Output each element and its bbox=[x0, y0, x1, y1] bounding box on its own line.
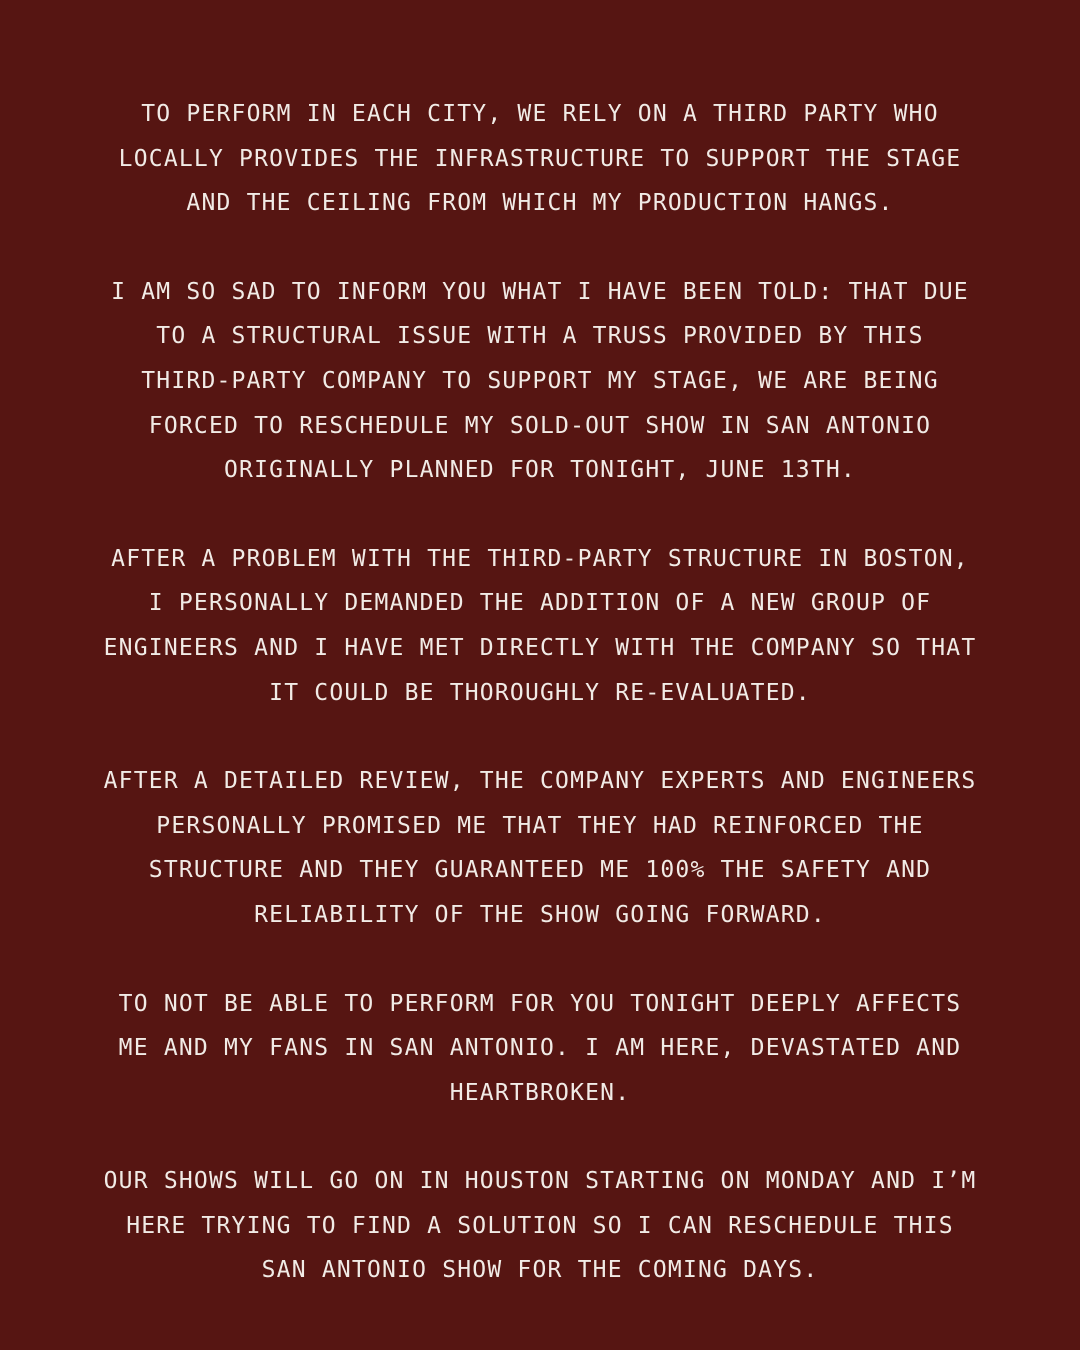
text-line: AFTER A PROBLEM WITH THE THIRD-PARTY STRUCTURE IN BOSTON, bbox=[111, 545, 969, 572]
text-line: HERE TRYING TO FIND A SOLUTION SO I CAN RESCHEDULE THIS bbox=[126, 1212, 954, 1239]
paragraph-third-party bbox=[0, 92, 1080, 226]
paragraph-reschedule-notice bbox=[0, 270, 1080, 493]
text-line: LOCALLY PROVIDES THE INFRASTRUCTURE TO SUPPORT THE STAGE bbox=[118, 145, 962, 172]
paragraph-heartbroken bbox=[0, 982, 1080, 1116]
text-line: OUR SHOWS WILL GO ON IN HOUSTON STARTING ON MONDAY AND I’M bbox=[103, 1168, 977, 1195]
text-line: HEARTBROKEN. bbox=[449, 1079, 631, 1106]
text-line: ORIGINALLY PLANNED FOR TONIGHT, JUNE 13TH. bbox=[224, 457, 856, 484]
text-line: I PERSONALLY DEMANDED THE ADDITION OF A NEW GROUP OF bbox=[148, 590, 932, 617]
text-line: IT COULD BE THOROUGHLY RE-EVALUATED. bbox=[269, 679, 811, 706]
text-line: TO A STRUCTURAL ISSUE WITH A TRUSS PROVIDED BY THIS bbox=[156, 323, 924, 350]
text-line: TO NOT BE ABLE TO PERFORM FOR YOU TONIGHT DEEPLY AFFECTS bbox=[118, 990, 962, 1017]
text-line: I AM SO SAD TO INFORM YOU WHAT I HAVE BEEN TOLD: THAT DUE bbox=[111, 278, 969, 305]
text-line: AFTER A DETAILED REVIEW, THE COMPANY EXPERTS AND ENGINEERS bbox=[103, 768, 977, 795]
text-line: THIRD-PARTY COMPANY TO SUPPORT MY STAGE, WE ARE BEING bbox=[141, 367, 939, 394]
text-line: SAN ANTONIO SHOW FOR THE COMING DAYS. bbox=[261, 1257, 819, 1284]
text-line: RELIABILITY OF THE SHOW GOING FORWARD. bbox=[254, 901, 826, 928]
paragraph-review bbox=[0, 759, 1080, 937]
text-line: ENGINEERS AND I HAVE MET DIRECTLY WITH THE COMPANY SO THAT bbox=[103, 634, 977, 661]
paragraph-boston-problem bbox=[0, 537, 1080, 715]
text-line: FORCED TO RESCHEDULE MY SOLD-OUT SHOW IN SAN ANTONIO bbox=[148, 412, 932, 439]
text-line: AND THE CEILING FROM WHICH MY PRODUCTION HANGS. bbox=[186, 190, 894, 217]
text-line: PERSONALLY PROMISED ME THAT THEY HAD REINFORCED THE bbox=[156, 812, 924, 839]
statement-text bbox=[0, 92, 1080, 1337]
text-line: TO PERFORM IN EACH CITY, WE RELY ON A THIRD PARTY WHO bbox=[141, 101, 939, 127]
text-line: ME AND MY FANS IN SAN ANTONIO. I AM HERE, DEVASTATED AND bbox=[118, 1035, 962, 1062]
paragraph-houston-shows bbox=[0, 1159, 1080, 1293]
text-line: STRUCTURE AND THEY GUARANTEED ME 100% THE SAFETY AND bbox=[148, 857, 932, 884]
